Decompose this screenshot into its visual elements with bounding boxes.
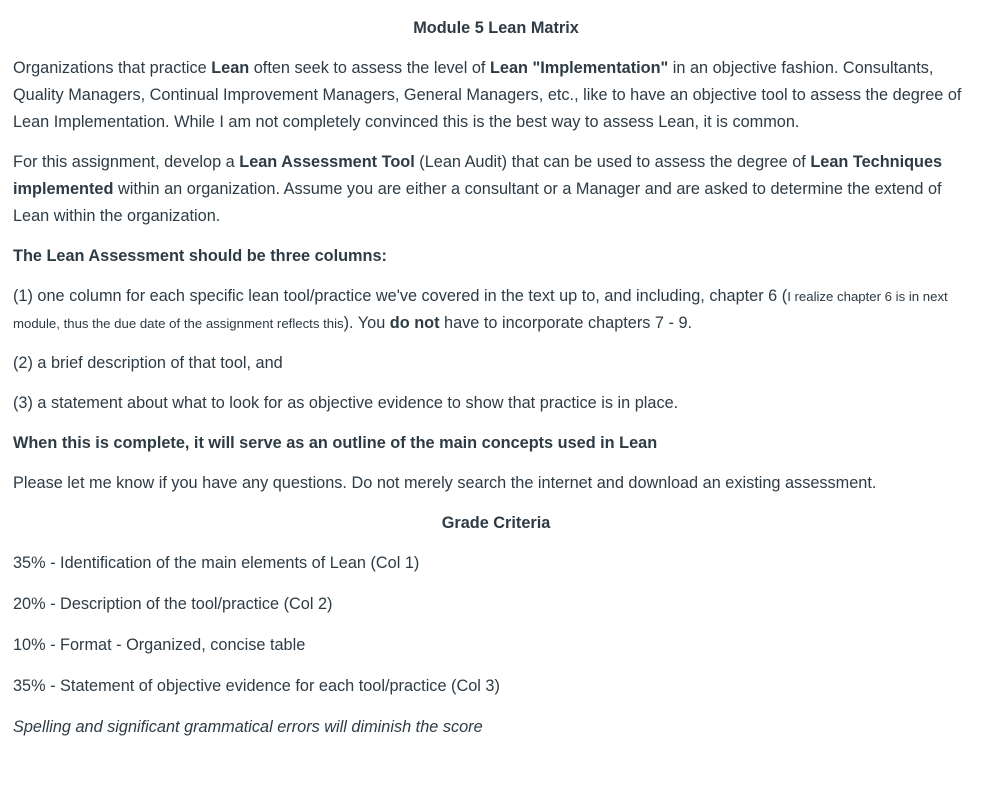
outline-note [13, 430, 979, 457]
col1-text-1: (1) one column for each specific lean tool/practice we've covered in the text up to, and including, chapter 6 ( [13, 287, 788, 305]
footer-note: Spelling and significant grammatical errors will diminish the score [13, 718, 483, 736]
grade-criterion: 10% - Format - Organized, concise table [13, 636, 306, 654]
intro-text-1: Organizations that practice [13, 59, 212, 77]
intro-text-2: often seek to assess the level of [249, 59, 490, 77]
column-3-description: (3) a statement about what to look for as objective evidence to show that practice is in place. [13, 394, 679, 412]
col1-bold: do not [389, 314, 440, 332]
assignment-bold-2: Lean Techniques implemented [13, 153, 943, 198]
grade-criterion: 20% - Description of the tool/practice (Col 2) [13, 595, 333, 613]
assignment-page [13, 15, 979, 754]
assignment-text-3: within an organization. Assume you are either a consultant or a Manager and are asked to determine the extend of Lean within the organization. [13, 180, 942, 225]
intro-bold-1: Lean [211, 59, 250, 77]
intro-bold-2: Lean "Implementation" [489, 59, 669, 77]
intro-paragraph [13, 55, 979, 136]
assignment-paragraph [13, 149, 979, 230]
questions-note: Please let me know if you have any questions. Do not merely search the internet and download an existing assessment. [13, 474, 877, 492]
columns-heading [13, 243, 979, 270]
intro-text-3: in an objective fashion. Consultants, Quality Managers, Continual Improvement Managers, General Managers, etc., like to have an objective tool to assess the degree of Lean Implementation. While I am not completely convinced this is the best way to assess Lean, it is common. [13, 59, 962, 131]
assignment-bold-1: Lean Assessment Tool [239, 153, 415, 171]
grade-criterion: 35% - Identification of the main elements of Lean (Col 1) [13, 554, 420, 572]
grade-criteria-heading [13, 510, 979, 537]
assignment-text-1: For this assignment, develop a [13, 153, 240, 171]
grade-criteria-heading-text: Grade Criteria [441, 514, 551, 532]
grade-criterion: 35% - Statement of objective evidence for each tool/practice (Col 3) [13, 677, 500, 695]
col1-text-2: ). You [343, 314, 390, 332]
page-title: Module 5 Lean Matrix [413, 19, 579, 37]
column-1-description [13, 283, 979, 337]
columns-heading-text: The Lean Assessment should be three columns: [13, 247, 387, 265]
col1-small-note: I realize chapter 6 is in next module, thus the due date of the assignment reflects this [13, 289, 948, 331]
col1-text-3: have to incorporate chapters 7 - 9. [439, 314, 693, 332]
column-2-description: (2) a brief description of that tool, and [13, 354, 283, 372]
outline-note-text: When this is complete, it will serve as an outline of the main concepts used in Lean [13, 434, 658, 452]
assignment-text-2: (Lean Audit) that can be used to assess the degree of [414, 153, 811, 171]
